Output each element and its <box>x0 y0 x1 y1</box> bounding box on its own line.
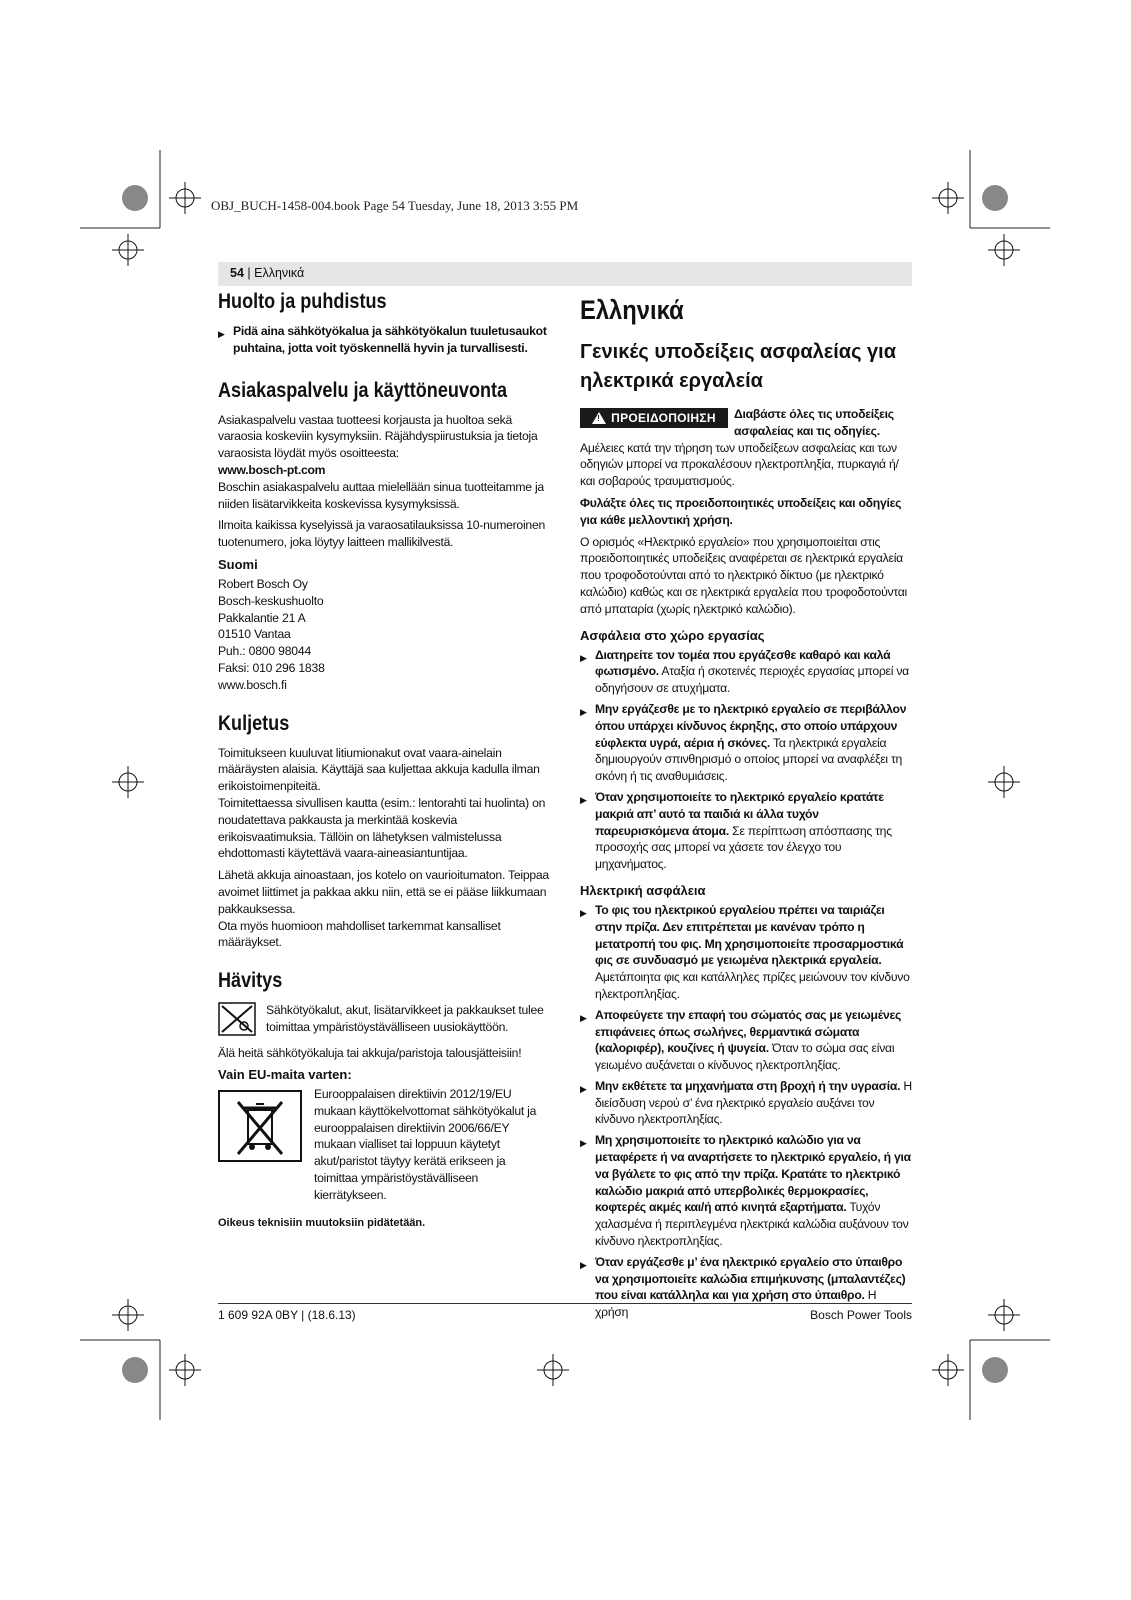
heading-huolto: Huolto ja puhdistus <box>218 290 387 313</box>
recycling-note <box>218 1002 552 1041</box>
warning-icon: ! <box>592 412 606 424</box>
paragraph: Ilmoita kaikissa kyselyissä ja varaosatilauksissa 10-numeroinen tuotenumero, joka löytyy laitteen mallikilvestä. <box>218 518 545 550</box>
header-section: Ελληνικά <box>254 266 305 280</box>
paragraph: Älä heitä sähkötyökaluja tai akkuja/paristoja talousjätteisiin! <box>218 1046 522 1061</box>
country-label: Suomi <box>218 556 258 572</box>
paragraph: Lähetä akkuja ainoastaan, jos kotelo on vaurioitumaton. Teippaa avoimet liittimet ja pakkaa akku niin, että se ei pääse liikkumaan pakkauksessa. <box>218 868 549 916</box>
heading-kuljetus: Kuljetus <box>218 711 290 735</box>
warning-lead: Διαβάστε όλες τις υποδείξεις ασφαλείας και τις οδηγίες. <box>734 407 894 438</box>
paragraph: Sähkötyökalut, akut, lisätarvikkeet ja pakkaukset tulee toimittaa ympäristöystävälliseen uusiokäyttöön. <box>266 1003 544 1034</box>
recycling-symbol-icon <box>218 1002 258 1041</box>
list-item: ▶ Μη χρησιμοποιείτε το ηλεκτρικό καλώδιο για να μεταφέρετε ή να αναρτήσετε το ηλεκτρικό εργαλείο, ή για να βγάλετε το φις από την πρίζα. Κρατάτε το ηλεκτρικό καλώδιο μακριά από υπερβολικές θερμοκρασίες, κοφτερές ακμές και/ή από κινητά εξαρτήματα. Τυχόν χαλασμένα ή περιπλεγμένα ηλεκτρικά καλώδια αυξάνουν τον κίνδυνο ηλεκτροπληξίας. <box>580 1133 911 1249</box>
address-line: Pakkalantie 21 A <box>218 610 306 625</box>
footer-brand: Bosch Power Tools <box>810 1308 912 1322</box>
warning-badge: ! ΠΡΟΕΙΔΟΠΟΙΗΣΗ <box>580 408 728 428</box>
bullet-triangle-icon: ▶ <box>580 1259 587 1270</box>
keep-instructions: Φυλάξτε όλες τις προειδοποιητικές υποδείξεις και οδηγίες για κάθε μελλοντική χρήση. <box>580 495 902 527</box>
heading-electrical: Ηλεκτρική ασφάλεια <box>580 882 706 898</box>
bullet-triangle-icon: ▶ <box>580 1138 587 1149</box>
paragraph: Boschin asiakaspalvelu auttaa mielellään sinua tuotteitamme ja niiden lisätarvikkeita koskevissa kysymyksissä. <box>218 479 544 511</box>
address-line: www.bosch.fi <box>218 677 287 692</box>
weee-note <box>218 1086 552 1204</box>
bosch-url: www.bosch-pt.com <box>218 462 326 477</box>
page-header <box>218 262 912 286</box>
list-item: ▶ Το φις του ηλεκτρικού εργαλείου πρέπει να ταιριάζει στην πρίζα. Δεν επιτρέπεται με κανέναν τρόπο η μετατροπή του φις. Μη χρησιμοποιείτε προσαρμοστικά φις σε συνδυασμό με γειωμένα ηλεκτρικά εργαλεία. Αμετάποιητα φις και κατάλληλες πρίζες μειώνουν τον κίνδυνο ηλεκτροπληξίας. <box>580 902 910 1001</box>
paragraph: Ota myös huomioon mahdolliset tarkemmat kansalliset määräykset. <box>218 918 501 950</box>
address-line: Puh.: 0800 98044 <box>218 644 312 659</box>
workplace-list <box>580 647 912 873</box>
paragraph: Eurooppalaisen direktiivin 2012/19/EU mukaan käyttökelvottomat sähkötyökalut ja eurooppalaisen direktiivin 2006/66/EY mukaan vialliset tai loppuun käytetyt akut/paristot täytyy kerätä erikseen ja toimittaa ympäristöystävälliseen kierrätykseen. <box>314 1086 537 1202</box>
paragraph: Ο ορισμός «Ηλεκτρικό εργαλείο» που χρησιμοποιείται στις προειδοποιητικές υποδείξεις αναφέρεται σε ηλεκτρικά εργαλεία που τροφοδοτούνται από το ηλεκτρικό δίκτυο (με ηλεκτρικό καλώδιο) καθώς και σε ηλεκτρικά εργαλεία που τροφοδοτούνται από μπαταρία (χωρίς ηλεκτρικό καλώδιο). <box>580 534 907 616</box>
section-title: Γενικές υποδείξεις ασφαλείας για ηλεκτρικά εργαλεία <box>580 341 897 392</box>
list-item: ▶ Μην εργάζεσθε με το ηλεκτρικό εργαλείο σε περιβάλλον όπου υπάρχει κίνδυνος έκρηξης, στο οποίο υπάρχουν εύφλεκτα υγρά, αέρια ή σκόνες. Τα ηλεκτρικά εργαλεία δημιουργούν σπινθηρισμό ο οποίος μπορεί να αναφλέξει τη σκόνη ή τις αναθυμιάσεις. <box>580 701 907 784</box>
heading-asiakaspalvelu: Asiakaspalvelu ja käyttöneuvonta <box>218 378 508 402</box>
list-item: ▶ Αποφεύγετε την επαφή του σώματός σας με γειωμένες επιφάνειες όπως σωλήνες, θερμαντικά σώματα (καλοριφέρ), κουζίνες ή ψυγεία. Όταν το σώμα σας είναι γειωμένο αυξάνεται ο κίνδυνος ηλεκτροπληξίας. <box>580 1007 902 1073</box>
crossed-out-bin-icon <box>218 1090 304 1204</box>
paragraph: Asiakaspalvelu vastaa tuotteesi korjausta ja huoltoa sekä varaosia koskeviin kysymyksiin. Räjähdyspiirustuksia ja tietoja varaosista löydät myös osoitteesta: <box>218 412 538 461</box>
bullet-triangle-icon: ▶ <box>580 1083 587 1094</box>
electrical-list <box>580 902 912 1321</box>
print-slug-line: OBJ_BUCH-1458-004.book Page 54 Tuesday, June 18, 2013 3:55 PM <box>211 198 579 213</box>
bullet-triangle-icon: ▶ <box>580 652 587 663</box>
eu-label: Vain EU-maita varten: <box>218 1066 352 1082</box>
paragraph: Αμέλειες κατά την τήρηση των υποδείξεων ασφαλείας και των οδηγιών μπορεί να προκαλέσουν ηλεκτροπληξία, πυρκαγιά ή/και σοβαρούς τραυματισμούς. <box>580 440 899 489</box>
service-address <box>218 576 552 694</box>
paragraph: Toimitukseen kuuluvat litiumionakut ovat vaara-ainelain määräysten alaisia. Käyttäjä saa kuljettaa akkuja kadulla ilman erikoistoimenpiteitä. <box>218 745 540 794</box>
bullet-triangle-icon: ▶ <box>580 706 587 717</box>
legal-note: Oikeus teknisiin muutoksiin pidätetään. <box>218 1217 426 1230</box>
list-item: ▶ Pidä aina sähkötyökalua ja sähkötyökalun tuuletusaukot puhtaina, jotta voit työskennellä hyvin ja turvallisesti. <box>218 324 547 355</box>
list-item: ▶ Όταν χρησιμοποιείτε το ηλεκτρικό εργαλείο κρατάτε μακριά απ’ αυτό τα παιδιά κι άλλα τυχόν παρευρισκόμενα άτομα. Σε περίπτωση απόσπασης της προσοχής σας μπορεί να χάσετε τον έλεγχο του μηχανήματος. <box>580 789 892 872</box>
address-line: Faksi: 010 296 1838 <box>218 660 325 675</box>
heading-workplace: Ασφάλεια στο χώρο εργασίας <box>580 627 765 643</box>
bullet-triangle-icon: ▶ <box>580 907 587 918</box>
bullet-triangle-icon: ▶ <box>580 794 587 805</box>
heading-havitys: Hävitys <box>218 969 283 993</box>
paragraph: Toimitettaessa sivullisen kautta (esim.: lentorahti tai huolinta) on noudatettava pakkausta ja merkintää koskevia erikoisvaatimuksia. Tällöin on lähetyksen valmistelussa ehdottomasti käytettävä vaara-aineasiantuntijaa. <box>218 795 546 861</box>
huolto-list <box>218 323 552 357</box>
right-column <box>580 290 912 1327</box>
bullet-triangle-icon: ▶ <box>218 329 225 339</box>
list-item: ▶ Διατηρείτε τον τομέα που εργάζεσθε καθαρό και καλά φωτισμένο. Αταξία ή σκοτεινές περιοχές εργασίας μπορεί να οδηγήσουν σε ατυχήματα. <box>580 647 909 696</box>
language-title: Ελληνικά <box>580 295 684 325</box>
list-item: ▶ Όταν εργάζεσθε μ’ ένα ηλεκτρικό εργαλείο στο ύπαιθρο να χρησιμοποιείτε καλώδια επιμήκυνσης (μπαλαντέζες) που είναι κατάλληλα και για χρήση στο ύπαιθρο. Η χρήση <box>580 1254 906 1320</box>
warning-block <box>580 406 912 440</box>
footer-rule <box>218 1303 912 1304</box>
address-line: Robert Bosch Oy <box>218 576 308 591</box>
address-line: Bosch-keskushuolto <box>218 593 324 608</box>
address-line: 01510 Vantaa <box>218 627 291 642</box>
page-number: 54 <box>230 266 244 280</box>
page-header-label: 54 | Ελληνικά <box>230 266 305 280</box>
left-column <box>218 290 552 1229</box>
bullet-triangle-icon: ▶ <box>580 1012 587 1023</box>
list-item: ▶ Μην εκθέτετε τα μηχανήματα στη βροχή ή την υγρασία. Η διείσδυση νερού σ’ ένα ηλεκτρικό εργαλείο αυξάνει τον κίνδυνο ηλεκτροπληξίας. <box>580 1078 912 1127</box>
footer-doc-number: 1 609 92A 0BY | (18.6.13) <box>218 1308 356 1322</box>
